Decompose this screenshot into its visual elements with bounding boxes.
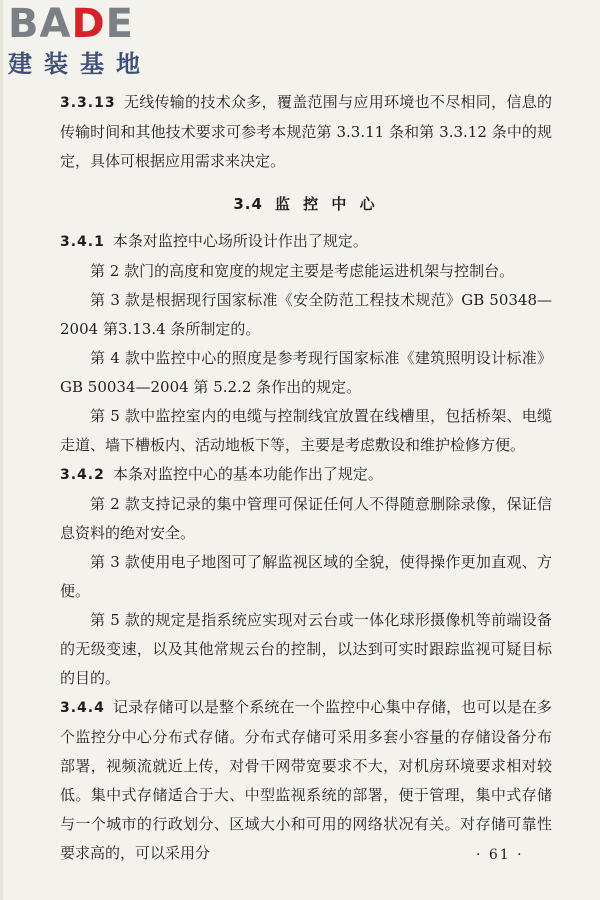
logo-wordmark: [8, 2, 188, 46]
section-title: 监 控 中 心: [274, 195, 379, 213]
bade-logo: [8, 2, 188, 78]
clause-number: 3.4.2: [60, 467, 105, 483]
section-number: 3.4: [233, 195, 263, 213]
logo-word-prefix: BA: [8, 1, 72, 47]
clause-number: 3.3.13: [60, 95, 116, 111]
paragraph: 第 2 款支持记录的集中管理可保证任何人不得随意删除录像，保证信息资料的绝对安全。: [60, 495, 552, 542]
paragraph: 第 2 款门的高度和宽度的规定主要是考虑能运进机架与控制台。: [90, 262, 515, 280]
clause-number: 3.4.4: [60, 700, 105, 716]
logo-subtitle: 建装基地: [8, 50, 152, 78]
paragraph: 第 3 款使用电子地图可了解监视区域的全貌，使得操作更加直观、方便。: [60, 553, 552, 600]
clause-3-4-4: [60, 693, 552, 868]
logo-word-suffix: E: [105, 1, 134, 47]
clause-text: 记录存储可以是整个系统在一个监控中心集中存储，也可以是在多个监控分中心分布式存储。分布式存储可采用多套小容量的存储设备分布部署，视频流就近上传，对骨干网带宽要求不大，对机房环境要求相对较低。集中式存储适合于大、中型监视系统的部署，便于管理，集中式存储与一个城市的行政划分、区域大小和可用的网络状况有关。对存储可靠性要求高的，可以采用分: [60, 698, 552, 862]
logo-word-accent: D: [71, 1, 106, 47]
clause-3-3-13: [60, 88, 552, 176]
section-heading-3-4: [60, 190, 552, 219]
page-content: [60, 88, 552, 868]
clause-3-4-2: [60, 460, 552, 490]
clause-3-4-1: [60, 227, 552, 257]
clause-text: 本条对监控中心场所设计作出了规定。: [112, 232, 368, 250]
clause-number: 3.4.1: [60, 234, 105, 250]
paragraph: 第 3 款是根据现行国家标准《安全防范工程技术规范》GB 50348—2004 第3.13.4 条所制定的。: [60, 291, 552, 338]
page-number: · 61 ·: [476, 847, 524, 863]
clause-text: 无线传输的技术众多，覆盖范围与应用环境也不尽相同，信息的传输时间和其他技术要求可参考本规范第 3.3.11 条和第 3.3.12 条中的规定，具体可根据应用需求来决定。: [60, 93, 552, 170]
paragraph: 第 5 款的规定是指系统应实现对云台或一体化球形摄像机等前端设备的无级变速，以及其他常规云台的控制，以达到可实时跟踪监视可疑目标的目的。: [60, 611, 552, 687]
clause-text: 本条对监控中心的基本功能作出了规定。: [112, 465, 383, 483]
paragraph: 第 4 款中监控中心的照度是参考现行国家标准《建筑照明设计标准》GB 50034—2004 第 5.2.2 条作出的规定。: [60, 349, 552, 396]
paragraph: 第 5 款中监控室内的电缆与控制线宜放置在线槽里，包括桥架、电缆走道、墙下槽板内、活动地板下等，主要是考虑敷设和维护检修方便。: [60, 407, 552, 454]
